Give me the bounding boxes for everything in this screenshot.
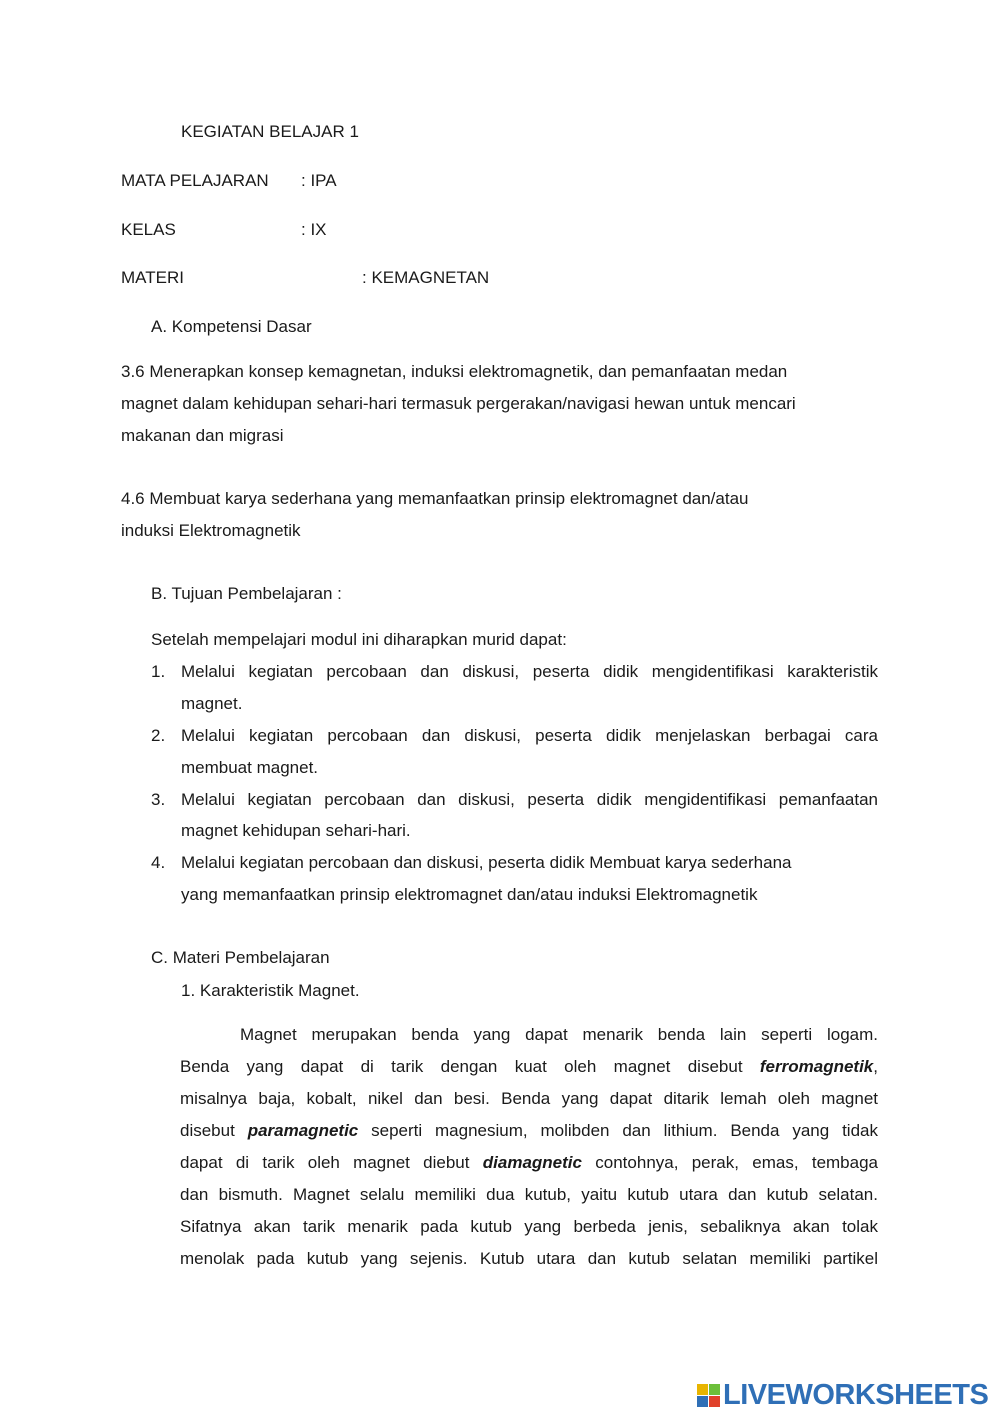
mata-pelajaran-value: : IPA (301, 171, 337, 190)
list-item-line: Melalui kegiatan percobaan dan diskusi, peserta didik Membuat karya sederhana (181, 853, 792, 872)
list-item-number: 3. (151, 790, 166, 809)
liveworksheets-logo-icon (697, 1384, 720, 1407)
liveworksheets-logo-text: LIVEWORKSHEETS (723, 1378, 989, 1411)
mata-pelajaran-label: MATA PELAJARAN (121, 171, 269, 190)
list-item-line: yang memanfaatkan prinsip elektromagnet dan/atau induksi Elektromagnetik (181, 885, 758, 904)
paragraph-line: dapat di tarik oleh magnet diebut diamagnetic contohnya, perak, emas, tembaga (180, 1153, 879, 1172)
materi-label: MATERI (121, 268, 184, 287)
logo-square-yellow (697, 1384, 708, 1395)
kd-46-line-1: 4.6 Membuat karya sederhana yang memanfaatkan prinsip elektromagnet dan/atau (121, 489, 749, 508)
liveworksheets-logo (697, 1379, 988, 1411)
kd-46-line-2: induksi Elektromagnetik (121, 521, 301, 540)
list-item-number: 1. (151, 662, 166, 681)
kd-36-line-1: 3.6 Menerapkan konsep kemagnetan, induksi elektromagnetik, dan pemanfaatan medan (121, 362, 788, 381)
paragraph-line: Benda yang dapat di tarik dengan kuat oleh magnet disebut ferromagnetik, (180, 1057, 878, 1076)
paragraph-line: menolak pada kutub yang sejenis. Kutub utara dan kutub selatan memiliki partikel (180, 1249, 878, 1268)
list-item-number: 4. (151, 853, 166, 872)
list-item-line: Melalui kegiatan percobaan dan diskusi, peserta didik mengidentifikasi pemanfaatan (181, 790, 878, 809)
list-item-line: Melalui kegiatan percobaan dan diskusi, peserta didik menjelaskan berbagai cara (181, 726, 878, 745)
paragraph-line: dan bismuth. Magnet selalu memiliki dua kutub, yaitu kutub utara dan kutub selatan. (180, 1185, 878, 1204)
kelas-value: : IX (301, 220, 327, 239)
list-item-line: magnet kehidupan sehari-hari. (181, 821, 411, 840)
list-item-number: 2. (151, 726, 166, 745)
term-ferromagnetik: ferromagnetik (759, 1057, 874, 1076)
logo-square-green (709, 1384, 720, 1395)
list-item-line: Melalui kegiatan percobaan dan diskusi, peserta didik mengidentifikasi karakteristik (181, 662, 878, 681)
paragraph-line: Sifatnya akan tarik menarik pada kutub yang berbeda jenis, sebaliknya akan tolak (180, 1217, 878, 1236)
term-paramagnetic: paramagnetic (247, 1121, 359, 1140)
section-b-heading: B. Tujuan Pembelajaran : (151, 584, 342, 603)
section-c-subheading: 1. Karakteristik Magnet. (181, 981, 360, 1000)
section-c-heading: C. Materi Pembelajaran (151, 948, 330, 967)
term-diamagnetic: diamagnetic (482, 1153, 582, 1172)
page-title: KEGIATAN BELAJAR 1 (181, 122, 359, 141)
logo-square-blue (697, 1396, 708, 1407)
logo-square-red (709, 1396, 720, 1407)
paragraph-line: Magnet merupakan benda yang dapat menarik benda lain seperti logam. (240, 1025, 878, 1044)
kd-36-line-2: magnet dalam kehidupan sehari-hari termasuk pergerakan/navigasi hewan untuk mencari (121, 394, 796, 413)
paragraph-line: misalnya baja, kobalt, nikel dan besi. Benda yang dapat ditarik lemah oleh magnet (180, 1089, 878, 1108)
section-a-heading: A. Kompetensi Dasar (151, 317, 312, 336)
kd-36-line-3: makanan dan migrasi (121, 426, 284, 445)
list-item-line: magnet. (181, 694, 243, 713)
kelas-label: KELAS (121, 220, 176, 239)
list-item-line: membuat magnet. (181, 758, 319, 777)
materi-value: : KEMAGNETAN (362, 268, 490, 287)
paragraph-line: disebut paramagnetic seperti magnesium, molibden dan lithium. Benda yang tidak (180, 1121, 878, 1140)
section-b-intro: Setelah mempelajari modul ini diharapkan murid dapat: (151, 630, 567, 649)
